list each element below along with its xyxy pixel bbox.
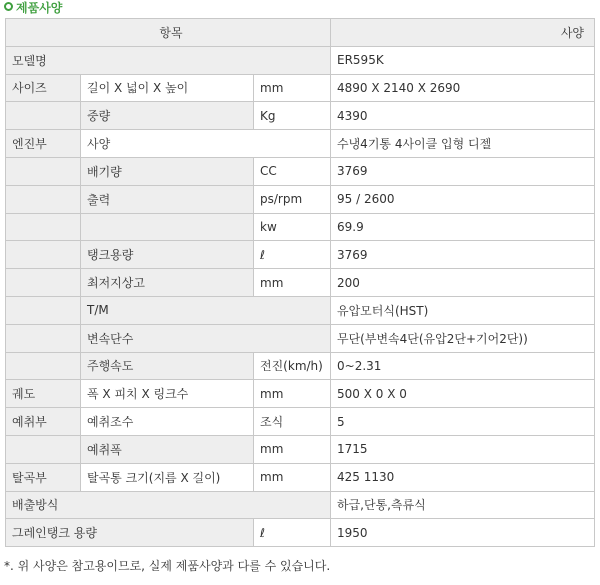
row-label: 탱크용량 (81, 241, 254, 269)
table-header-row (6, 19, 595, 47)
table-row (6, 463, 595, 491)
row-unit: ℓ (254, 519, 331, 547)
section-title (4, 0, 62, 16)
table-row (6, 408, 595, 436)
row-unit: kw (254, 213, 331, 241)
group-spacer (6, 269, 81, 297)
table-row (6, 352, 595, 380)
row-unit: mm (254, 380, 331, 408)
row-value: 200 (331, 269, 595, 297)
row-unit: mm (254, 269, 331, 297)
row-label-empty (81, 213, 254, 241)
row-label: 최저지상고 (81, 269, 254, 297)
row-value: 4890 X 2140 X 2690 (331, 74, 595, 102)
circle-bullet-icon (4, 2, 13, 11)
row-value: 425 1130 (331, 463, 595, 491)
group-label: 탈곡부 (6, 463, 81, 491)
row-value: 무단(부변속4단(유압2단+기어2단)) (331, 324, 595, 352)
spec-table (5, 18, 595, 547)
group-spacer (6, 241, 81, 269)
row-label: 예취조수 (81, 408, 254, 436)
table-row (6, 519, 595, 547)
row-unit: mm (254, 435, 331, 463)
row-unit: CC (254, 157, 331, 185)
group-spacer (6, 324, 81, 352)
row-value: 유압모터식(HST) (331, 296, 595, 324)
group-spacer (6, 435, 81, 463)
group-label: 예취부 (6, 408, 81, 436)
row-unit: ℓ (254, 241, 331, 269)
row-value: 95 / 2600 (331, 185, 595, 213)
table-row (6, 435, 595, 463)
row-label: 폭 X 피치 X 링크수 (81, 380, 254, 408)
group-spacer (6, 352, 81, 380)
row-label: 주행속도 (81, 352, 254, 380)
row-value: 500 X 0 X 0 (331, 380, 595, 408)
group-label: 궤도 (6, 380, 81, 408)
table-row (6, 296, 595, 324)
row-value: 1950 (331, 519, 595, 547)
row-label: 배출방식 (6, 491, 331, 519)
row-unit: mm (254, 74, 331, 102)
row-label: T/M (81, 296, 331, 324)
table-row (6, 185, 595, 213)
header-spec: 사양 (331, 19, 595, 47)
row-unit: 조식 (254, 408, 331, 436)
row-value: 3769 (331, 241, 595, 269)
group-spacer (6, 296, 81, 324)
group-spacer (6, 157, 81, 185)
row-label: 배기량 (81, 157, 254, 185)
group-spacer (6, 102, 81, 130)
table-row (6, 157, 595, 185)
row-unit: 전진(km/h) (254, 352, 331, 380)
table-row (6, 46, 595, 74)
row-label: 길이 X 넓이 X 높이 (81, 74, 254, 102)
row-label: 그레인탱크 용량 (6, 519, 254, 547)
group-spacer (6, 185, 81, 213)
table-row (6, 102, 595, 130)
row-value: 0~2.31 (331, 352, 595, 380)
table-row (6, 74, 595, 102)
row-value: 5 (331, 408, 595, 436)
group-label: 엔진부 (6, 130, 81, 158)
row-label: 모델명 (6, 46, 331, 74)
row-label: 예취폭 (81, 435, 254, 463)
table-row (6, 213, 595, 241)
row-value: ER595K (331, 46, 595, 74)
row-label: 중량 (81, 102, 254, 130)
group-spacer (6, 213, 81, 241)
row-label: 변속단수 (81, 324, 331, 352)
footnote: *. 위 사양은 참고용이므로, 실제 제품사양과 다를 수 있습니다. (4, 559, 331, 573)
header-item: 항목 (6, 19, 331, 47)
row-unit: ps/rpm (254, 185, 331, 213)
row-unit: mm (254, 463, 331, 491)
table-row (6, 269, 595, 297)
section-title-text: 제품사양 (16, 1, 63, 15)
row-value: 1715 (331, 435, 595, 463)
table-row (6, 491, 595, 519)
table-row (6, 130, 595, 158)
row-label: 사양 (81, 130, 331, 158)
row-value: 하급,단통,측류식 (331, 491, 595, 519)
table-row (6, 380, 595, 408)
row-unit: Kg (254, 102, 331, 130)
row-value: 3769 (331, 157, 595, 185)
row-label: 출력 (81, 185, 254, 213)
row-value: 수냉4기통 4사이클 입형 디젤 (331, 130, 595, 158)
row-value: 69.9 (331, 213, 595, 241)
row-label: 탈곡통 크기(지름 X 길이) (81, 463, 254, 491)
table-row (6, 324, 595, 352)
table-row (6, 241, 595, 269)
row-value: 4390 (331, 102, 595, 130)
group-label: 사이즈 (6, 74, 81, 102)
